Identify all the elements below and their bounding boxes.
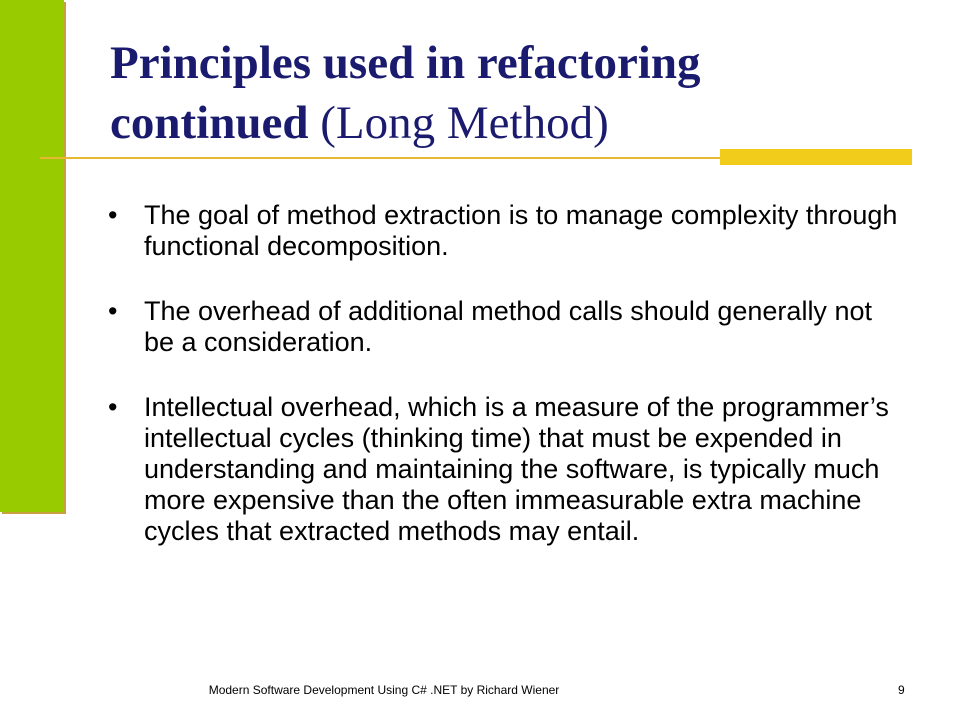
bullet-text: The goal of method extraction is to manage complexity through functional decomposition.: [144, 200, 898, 261]
bullet-text: The overhead of additional method calls should generally not be a consideration.: [144, 296, 872, 357]
bullet-item: [108, 296, 908, 358]
bullet-marker: •: [108, 296, 118, 326]
footer-text: Modern Software Development Using C# .NET by Richard Wiener: [208, 683, 560, 697]
bullet-item: [108, 392, 908, 547]
side-accent-bar: [0, 0, 64, 512]
title-line-2-normal: (Long Method): [308, 97, 609, 149]
bullet-list: [108, 200, 908, 581]
title-line-1: Principles used in refactoring: [110, 37, 701, 89]
page-number: 9: [898, 683, 905, 697]
title-line-2-bold: continued: [110, 97, 309, 149]
slide-footer: [0, 683, 960, 703]
bullet-marker: •: [108, 200, 118, 230]
bullet-text: Intellectual overhead, which is a measure of the programmer’s intellectual cycles (thinking time) that must be expended in understanding and maintaining the software, is typically much more expensive than the often immeasurable extra machine cycles that extracted methods may entail.: [144, 392, 889, 546]
bullet-item: [108, 200, 908, 262]
bullet-marker: •: [108, 392, 118, 422]
title-accent-bar: [720, 149, 912, 165]
slide-title: [110, 33, 930, 153]
